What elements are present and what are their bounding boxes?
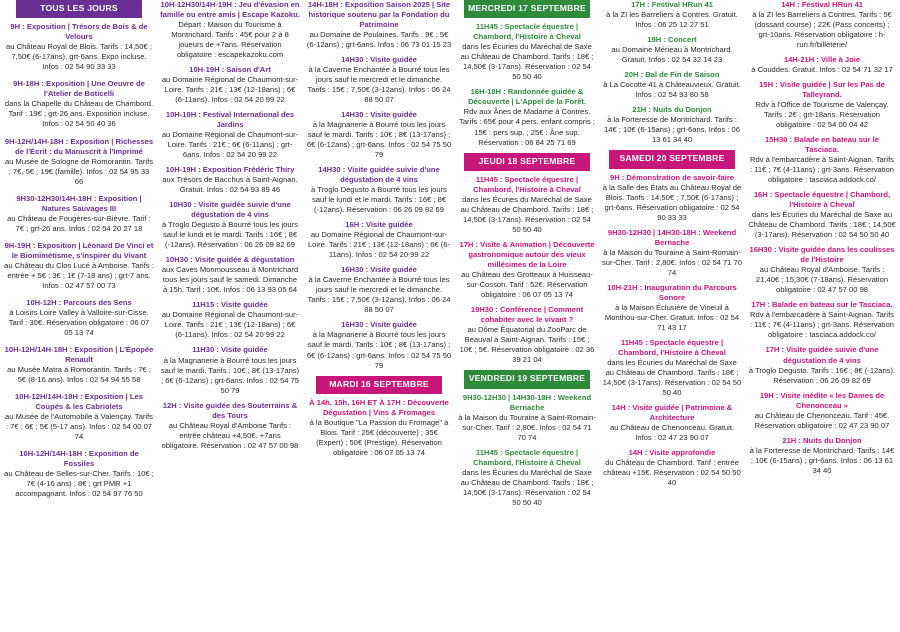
event-details: du Château de Chambord. Tarif : entrée château +15€. Réservation : 02 54 50 50 40 [603,457,741,487]
event-item [748,135,896,185]
event-item [458,175,596,235]
event-item [458,305,596,365]
day-header: MERCREDI 17 SEPTEMBRE [464,0,590,18]
event-title: 16H : Visite guidée [345,220,413,230]
event-details: à la Salle des États au Château Royal de Blois. Tarifs : 14,50€ ; 7,50€ (6-17ans) ; grt-6ans. Réservation obligatoire : 02 54 90 33 33 [602,182,742,222]
event-item [4,392,154,442]
event-details: au Château Royal d'Amboise. Tarifs : 21,40€ ; 15,30€ (7-18ans). Réservation obligatoire : 02 47 57 00 98 [755,265,889,295]
event-details: au Musée Matra à Romorantin. Tarifs : 7€ ; 5€ (8-16 ans). Infos : 02 54 94 55 58 [7,364,151,384]
event-details: au Château de Chenonceau. Tarif : 45€. Réservation obligatoire : 02 47 23 90 07 [754,410,890,430]
event-item [748,345,896,385]
event-details: à la Caverne Enchantée à Bourré tous les jours sauf le mercredi et le dimanche. Tarifs : 15€ ; 7,50€ (3-12ans). Infos : 06 24 88 50 07 [307,65,451,105]
event-title: 14H : Visite guidée | Patrimoine & Architecture [611,402,733,422]
event-details: Départ : Maison du Tourisme à Montrichard. Tarifs : 45€ pour 2 à 8 joueurs de +7ans. Réservation obligatoire : escapekazoku.com [171,20,289,60]
event-details: Rdv à l'embarcadère à Saint-Aignan. Tarifs : 11€ ; 7€ (4-11ans) ; grt-3ans. Réservation obligatoire : tasciaca.addock.co/ [749,155,895,185]
event-item [602,448,742,488]
event-details: au Musée de l'Automobile à Valençay. Tarifs : 7€ ; 6€ ; 5€ (5-17 ans). Infos : 02 54 00 07 74 [5,411,153,441]
event-title: 11H30 : Visite guidée [192,345,268,355]
event-title: 10H30 : Visite guidée & dégustation [165,255,295,265]
event-title: 9H-18H : Exposition | Une Oeuvre de l'Atelier de Boticelli [13,79,145,99]
event-item [602,105,742,145]
event-details: à la Boutique "La Passion du Fromage" à Blois. Tarif : 25€ (découverte) ; 35€ (Expert) ; 50€ (Prestige). Réservation obligatoire : 06 07 05 13 74 [309,417,449,457]
agenda-column [458,0,596,632]
event-item [748,391,896,431]
day-header: SAMEDI 20 SEPTEMBRE [609,150,735,168]
event-item [748,0,896,50]
event-item [306,165,452,215]
event-item [602,403,742,443]
event-details: à la Forteresse de Montrichard. Tarifs : 14€ ; 10€ (6-15ans) ; grt-6ans. Infos : 06 13 61 34 40 [604,115,740,145]
event-title: 16H30 : Visite guidée dans les coulisses de l'Histoire [749,245,895,265]
event-item [306,265,452,315]
event-title: 9H-12H/14H-18H : Exposition | Richesses de l'Écrit : du Manuscrit à l'Imprimé [4,136,154,156]
event-item [160,200,300,250]
event-item [748,436,896,476]
event-item [160,255,300,295]
event-title: 10H-12H/14H-18H : Exposition de Fossiles [19,448,139,468]
event-details: dans les Écuries du Maréchal de Saxe au Château de Chambord. Tarifs : 18€ ; 14,50€ (3-17ans). Réservation : 02 54 50 50 40 [460,42,594,82]
event-item [458,240,596,300]
event-title: 21H : Nuits du Donjon [632,105,712,115]
event-title: 9H-19H : Exposition | Léonard De Vinci et le Biomimétisme, s'inspirer du Vivant [4,240,154,260]
event-details: au Domaine Régional de Chaumont-sur-Loire. Tarifs : 21€ ; 13€ (12-18ans) ; 6€ (6-11ans). Infos : 02 54 20 99 22 [161,75,299,105]
event-item [602,283,742,333]
event-title: 16H30 : Visite guidée [341,265,417,275]
event-title: 17H : Visite & Animation | Découverte gastronomique autour des vieux millésimes de la Loire [459,239,595,269]
event-item [4,79,154,129]
event-details: à la Forteresse de Montrichard. Tarifs : 14€ ; 10€ (6-15ans) ; grt-6ans. Infos : 06 13 61 34 40 [749,445,895,475]
event-details: au Domaine Mérieau à Montrichard. Gratuit. Infos : 02 54 32 14 23 [611,45,733,65]
event-item [160,65,300,105]
event-title: 10H-19H : Festival International des Jardins [165,110,295,130]
event-title: 20H : Bal de Fin de Saison [624,70,720,80]
event-details: aux Trésors de Bacchus à Saint-Aignan. Gratuit. Infos : 02 54 93 89 46 [162,175,298,195]
event-details: à la Magnanerie à Bourré tous les jours sauf le mardi. Tarifs : 10€ ; 8€ (13-17ans) ; 6€ (6-12ans) ; grt-6ans. Infos : 02 54 75 50 79 [160,355,300,395]
event-item [748,245,896,295]
event-title: 14H30 : Visite guidée [341,55,417,65]
event-details: à la Caverne Enchantée à Bourré tous les jours sauf le mercredi et le dimanche. Tarifs : 15€ ; 7,50€ (3-12ans). Infos : 06 24 88 50 07 [307,275,451,315]
event-details: à la Maison du Touraine à Saint-Romain-sur-Cher. Tarif : 2,80€. Infos : 02 54 71 70 74 [602,247,742,277]
event-item [602,173,742,223]
event-item [160,300,300,340]
event-details: à la Maison Éclusière de Vineuil à Monthou-sur-Cher. Gratuit. Infos : 02 54 71 43 17 [604,302,740,332]
day-header: VENDREDI 19 SEPTEMBRE [464,370,590,388]
agenda-column [160,0,300,632]
event-details: à La Cocotte 41 à Châteauvieux. Gratuit. Infos : 02 54 93 80 58 [603,80,741,100]
agenda-column [306,0,452,632]
event-details: à la Magnanerie à Bourré tous les jours sauf le mardi. Tarifs : 10€ ; 8€ (13-17ans) ; 6€ (6-12ans) ; grt-6ans. Infos : 02 54 75 50 79 [306,120,452,160]
event-title: 19H : Concert [647,35,697,45]
event-title: 11H15 : Visite guidée [192,300,268,310]
event-title: 9H : Démonstration de savoir-faire [609,172,735,182]
event-title: 10H-12H : Parcours des Sens [26,297,132,307]
event-item [748,55,896,75]
event-title: 12H : Visite guidée des Souterrains & des Tours [162,400,298,420]
event-title: 10H-12H/14H-18H : Exposition | Les Coupés & les Cabriolets [15,391,143,411]
event-details: à la Maison du Touraine à Saint-Romain-sur-Cher. Tarif : 2,80€. Infos : 02 54 71 70 74 [458,412,596,442]
day-header: JEUDI 18 SEPTEMBRE [464,153,590,171]
event-title: 10H-12H/14H-18H : Exposition | L'Épopée Renault [4,344,154,364]
event-title: À 14h, 15h, 16H ET À 17H : Découverte Dégustation | Vins & Fromages [309,397,449,417]
event-item [602,0,742,30]
event-details: dans les Écuries du Maréchal de Saxe au Château de Chambord. Tarifs : 18€ ; 14,50€ (3-17ans). Réservation : 02 54 50 50 40 [460,194,594,234]
event-details: à la Magnanerie à Bourré tous les jours sauf le mardi. Tarifs : 10€ ; 8€ (13-17ans) ; 6€ (6-12ans) ; grt-6ans. Infos : 02 54 75 50 79 [306,330,452,370]
event-details: à Troglo Degusto. Tarifs : 16€ ; 8€ (-12ans). Réservation : 06 26 09 82 69 [748,365,896,385]
event-details: au Château de Selles-sur-Cher. Tarifs : 10€ ; 7€ (4-16 ans) ; 8€ ; grt PMR +1 accompagnant. Infos : 02 54 97 76 50 [4,468,154,498]
event-item [458,87,596,147]
event-item [306,398,452,458]
event-title: 14H-18H : Exposition Saison 2025 | Site historique soutenu par la Fondation du Patrimoine [307,0,451,30]
event-title: 17H : Visite guidée suivie d'une dégustation de 4 vins [765,345,879,365]
event-item [306,55,452,105]
event-details: au Domaine Régional de Chaumont-sur-Loire. Tarifs : 21€ ; 13€ (12-18ans) ; 6€ (6-11ans). Infos : 02 54 20 99 22 [161,310,299,340]
event-title: 14H : Festival HRun 41 [781,0,863,9]
event-item [160,0,300,60]
event-details: à Troglo Degusto à Bourré tous les jours sauf le lundi et le mardi. Tarifs : 16€ ; 8€ (-12ans). Réservation : 06 26 09 82 69 [162,220,298,250]
event-details: au Domaine Régional de Chaumont-sur-Loire. Tarifs : 21€ ; 6€ (6-11ans) ; grt-6ans. Infos : 02 54 20 99 22 [161,130,299,160]
event-item [4,241,154,291]
event-details: à Couddes. Gratuit. Infos : 02 54 71 32 17 [751,65,893,75]
event-title: 15H : Visite guidée | Sur les Pas de Talleyrand. [759,80,885,100]
event-details: au Château du Clos Lucé à Amboise. Tarifs : entrée + 5€ ; 3€ ; 1€ (7-18 ans) ; grt-7 ans. Infos : 02 47 57 00 73 [4,260,154,290]
event-item [4,137,154,187]
event-title: 10H-19H : Saison d'Art [189,65,271,75]
event-item [4,194,154,234]
event-title: 21H : Nuits du Donjon [782,435,862,445]
agenda-column [4,0,154,632]
event-title: 9H : Exposition | Trésors de Bois & de Velours [10,22,148,42]
event-title: 11H45 : Spectacle équestre | Chambord, l'Histoire à Cheval [473,22,581,42]
agenda-column [602,0,742,632]
event-title: 10H30 : Visite guidée suivie d'une dégustation de 4 vins [169,200,291,220]
event-item [160,165,300,195]
event-title: 14H-21H : Ville à Joie [783,55,861,65]
event-details: aux Caves Monmousseau à Montrichard tous les jours sauf le samedi. Dimanche à 15h. Tarif : 10€. Infos : 06 13 93 05 64 [161,265,299,295]
event-details: dans les Écuries du Maréchal de Saxe au Château de Chambord. Tarifs : 18€ ; 14,50€ (3-17ans). Réservation : 02 54 50 50 40 [460,467,594,507]
event-details: au Château Royal d'Amboise Tarifs : entrée château +4,50€. +7ans obligatoire. Réservation : 02 47 57 00 98 [161,420,299,450]
event-details: au Château des Grotteaux à Huisseau-sur-Cosson. Tarif : 52€. Réservation obligatoire : 06 07 05 13 74 [461,270,593,300]
event-details: Rdv aux Ânes de Madame à Contres. Tarifs : 65€ pour 4 pers. enfant compris ; 15€ : pers sup. ; 25€ : Âne sup. Réservation : 06 84 25 71 69 [459,107,595,147]
event-item [602,35,742,65]
event-details: dans les Écuries du Maréchal de Saxe au Château de Chambord. Tarifs : 18€ ; 14,50€ (3-17ans). Réservation : 02 54 50 50 40 [748,210,896,240]
event-item [306,220,452,260]
event-details: Rdv à l'embarcadère à Saint-Aignan. Tarifs : 11€ ; 7€ (4-11ans) ; grt-3ans. Réservation obligatoire : tasciaca.addock.co/ [749,310,895,340]
event-item [160,110,300,160]
event-details: au Domaine de Poulaines. Tarifs : 9€ ; 5€ (6-12ans) ; grt-6ans. Infos : 06 73 01 15 23 [306,30,452,50]
event-details: au Château de Chenonceau. Gratuit. Infos : 02 47 23 90 07 [609,422,735,442]
event-title: 9H30-12H30 | 14H30-18H : Weekend Bernache [462,392,592,412]
event-details: dans les Écuries du Maréchal de Saxe au Château de Chambord. Tarifs : 18€ ; 14,50€ (3-17ans). Réservation : 02 54 50 50 40 [602,357,742,397]
event-title: 14H30 : Visite guidée [341,110,417,120]
event-item [306,0,452,50]
event-title: 16H : Spectacle équestre | Chambord, l'Histoire à Cheval [753,190,891,210]
event-item [602,338,742,398]
event-title: 17H : Balade en bateau sur le Tasciaca. [751,300,893,310]
event-item [4,345,154,385]
event-item [458,22,596,82]
event-title: 11H45 : Spectacle équestre | Chambord, l'Histoire à Cheval [473,447,581,467]
event-title: 17H : Festival HRun 41 [631,0,713,9]
event-item [160,401,300,451]
event-item [160,345,300,395]
event-title: 14H : Visite approfondie [628,447,716,457]
event-details: au Château de Fougères-sur-Bièvre. Tarif : 7€ ; grt-26 ans. Infos : 02 54 20 27 18 [7,213,151,233]
event-title: 14H30 : Visite guidée suivie d'une dégustation de 4 vins [318,165,440,185]
event-item [458,393,596,443]
event-details: à Troglo Degusto à Bourré tous les jours sauf le lundi et le mardi. Tarifs : 16€ ; 8€ (-12ans). Réservation : 06 26 09 82 69 [311,185,447,215]
event-details: Rdv à l'Office de Tourisme de Valençay. Tarifs : 2€ ; grt-18ans. Réservation obligatoire : 02 54 00 04 42 [755,100,889,130]
event-title: 11H45 : Spectacle équestre | Chambord, l'Histoire à Cheval [618,337,726,357]
event-item [4,298,154,338]
event-item [458,448,596,508]
day-header: MARDI 16 SEPTEMBRE [316,376,442,394]
agenda-column [748,0,896,632]
event-item [4,22,154,72]
event-details: à Loisirs Loire Valley à Valloire-sur-Cisse. Tarif : 30€. Réservation obligatoire : 06 07 05 13 74 [8,307,150,337]
event-title: 19H30 : Conférence | Comment cohabiter avec le vivant ? [470,305,584,325]
event-details: dans la Chapelle du Château de Chambord. Tarif : 19€ ; grt-26 ans. Exposition incluse. Infos : 02 54 50 40 36 [4,99,154,129]
event-details: à la ZI les Barreliers à Contres. Gratuit. Infos : 06 25 12 27 51 [606,10,738,30]
event-details: au Château Royal de Blois. Tarifs : 14,50€ ; 7,50€ (6-17ans), grt-6ans. Expo incluse. Infos : 02 54 90 33 33 [6,42,152,72]
event-title: 16H30 : Visite guidée [341,320,417,330]
event-title: 10H-19H : Exposition Frédéric Thiry [165,165,295,175]
event-item [306,110,452,160]
event-item [4,449,154,499]
event-item [748,190,896,240]
event-title: 11H45 : Spectacle équestre | Chambord, l'Histoire à Cheval [473,174,581,194]
event-title: 19H : Visite inédite « les Dames de Chenonceau » [759,390,885,410]
event-title: 9H30-12H30 | 14H30-18H : Weekend Bernache [607,227,737,247]
event-details: au Musée de Sologne de Romorantin. Tarifs : 7€, 5€ ; 19€ (famille). Infos : 02 54 95 33 66 [4,156,154,186]
event-details: au Domaine Régional de Chaumont-sur-Loire. Tarifs : 21€ ; 13€ (12-18ans) ; 6€ (6-11ans). Infos : 02 54 20 99 22 [307,230,451,260]
event-item [306,320,452,370]
event-title: 16H-18H : Randonnée guidée & Découverte | L'Appel de la Forêt. [468,87,586,107]
event-details: à la ZI les Barreliers à Contres. Tarifs : 5€ (dossard course) ; 22€ (Pass concerts) ; grt-10ans. Réservation obligatoire : h-run.fr/billeterie/ [752,10,892,50]
day-header: TOUS LES JOURS [16,0,142,18]
event-title: 9H30-12H30/14H-18H : Exposition | Natures Sauvages III [16,193,142,213]
event-title: 10H-21H : Inauguration du Parcours Sonore [607,282,737,302]
event-item [748,80,896,130]
event-item [748,300,896,340]
event-item [602,228,742,278]
event-details: au Dôme Équatorial du ZooParc de Beauval à Saint-Aignan. Tarifs : 15€ ; 10€ ; 5€. Réservation obligatoire : 02 36 39 21 04 [459,325,595,365]
event-item [602,70,742,100]
event-title: 10H-12H30/14H-19H : Jeu d'évasion en famille ou entre amis | Escape Kazoku. [160,0,300,20]
event-title: 15H30 : Balade en bateau sur le Tasciaca. [765,135,879,155]
